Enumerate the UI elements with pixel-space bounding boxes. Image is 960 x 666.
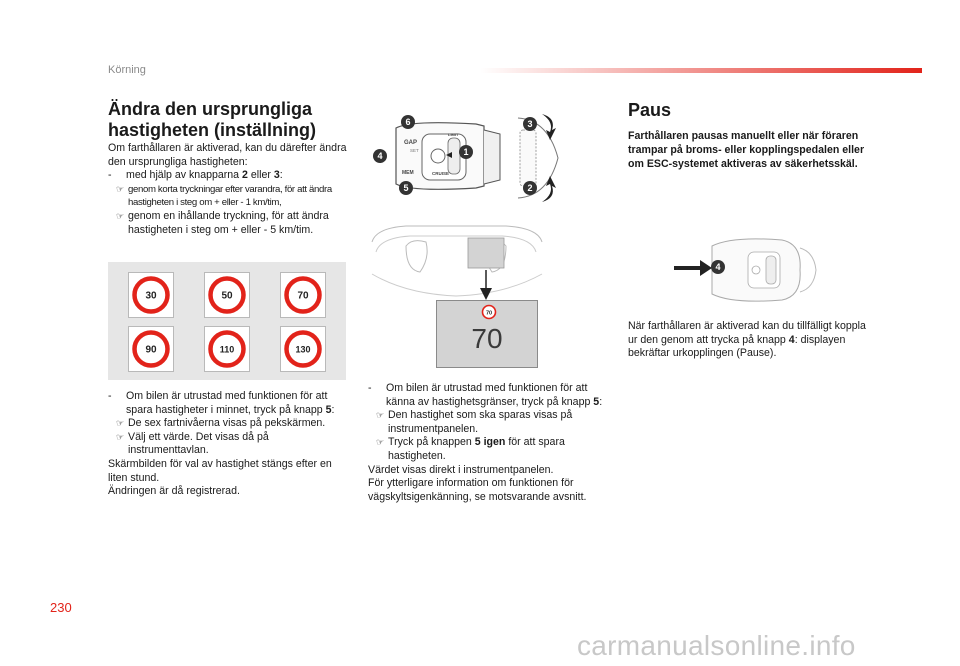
page-number: 230 (50, 600, 72, 615)
speed-sign-value: 70 (297, 290, 309, 302)
recognition-note-2: För ytterligare information om funktionen för vägskyltsigenkänning, se motsvarande avsnitt. (368, 477, 587, 503)
memory-note-1: Skärmbilden för val av hastighet stängs efter en liten stund. (108, 457, 332, 484)
pointing-hand-icon: ☞ (376, 437, 385, 448)
section-title-change-speed: Ändra den ursprungliga hastigheten (inställning) (108, 99, 317, 140)
speed-limit-sign-icon (129, 273, 173, 317)
pointing-hand-icon: ☞ (116, 431, 125, 442)
pause-text: När farthållaren är aktiverad kan du tillfälligt koppla ur den genom att trycka på knapp (628, 320, 866, 346)
bullet-dash: - (108, 390, 112, 402)
stalk-badge-4 (711, 260, 725, 274)
speed-limit-sign-icon (205, 327, 249, 371)
bullet-dash: - (108, 169, 112, 182)
pointing-hand-icon: ☞ (116, 210, 125, 221)
stalk-label-cruise: CRUISE (432, 171, 450, 176)
svg-text:5: 5 (403, 183, 409, 193)
bullet-text: med hjälp av knapparna (126, 169, 243, 182)
watermark: carmanualsonline.info (577, 630, 856, 661)
speed-sign-value: 30 (145, 290, 157, 302)
speed-limit-sign-icon (205, 273, 249, 317)
pointing-hand-icon: ☞ (116, 418, 125, 429)
bullet-dash: - (368, 382, 372, 394)
memory-speeds-block (108, 390, 348, 499)
memory-note-2: Ändringen är då registrerad. (108, 485, 240, 498)
stalk-label-mem: MEM (402, 170, 414, 176)
svg-text:4: 4 (715, 262, 721, 272)
speed-sign-card[interactable] (128, 326, 174, 372)
intro-text: Om farthållaren är aktiverad, kan du därefter ändra den ursprungliga hastigheten: (108, 142, 347, 168)
speed-sign-card[interactable] (128, 272, 174, 318)
recognition-sub-1 (368, 409, 608, 436)
speed-sign-card[interactable] (280, 326, 326, 372)
bullet-text-mid: eller (247, 169, 274, 182)
speed-sign-value: 130 (295, 344, 311, 355)
header-accent-bar (480, 68, 922, 73)
speed-sign-value: 50 (221, 290, 233, 302)
speed-limit-recognition-block (368, 382, 608, 504)
sub-item-text: genom korta tryckningar efter varandra, för att ändra hastigheten i steg om + eller - 1 km/tim, (128, 183, 332, 209)
speed-sign-card[interactable] (204, 326, 250, 372)
speed-sign-card[interactable] (204, 272, 250, 318)
speed-limit-sign-icon (281, 327, 325, 371)
bullet-buttons (108, 169, 348, 183)
stalk-label-gap: GAP (404, 140, 418, 146)
svg-text:2: 2 (527, 183, 533, 193)
button-ref-5: 5 (593, 395, 600, 408)
stalk-badge-2 (523, 181, 537, 195)
pause-description: Farthållaren pausas manuellt eller när föraren trampar på broms- eller kopplingspedalen eller om ESC-systemet aktiveras av säkerhetsskäl. (628, 130, 865, 170)
recognition-item-text: Om bilen är utrustad med funktionen för att känna av hastighetsgränser, tryck på knapp (386, 382, 594, 408)
pointing-hand-icon: ☞ (116, 183, 124, 194)
stalk-label-set: SET (410, 148, 419, 153)
speed-sign-value: 110 (219, 344, 235, 355)
sub-item-short-press (108, 183, 348, 210)
recognition-sub-2 (368, 436, 608, 463)
speed-display-panel (436, 300, 538, 368)
memory-item-text: Om bilen är utrustad med funktionen för att spara hastigheter i minnet, tryck på knapp (126, 390, 328, 416)
svg-text:6: 6 (405, 117, 411, 127)
sub-item-text: genom en ihållande tryckning, för att ändra hastigheten i steg om + eller - 5 km/tim. (128, 209, 329, 236)
stalk-badge-6 (401, 115, 415, 129)
memory-sub-1 (108, 417, 348, 431)
stalk-badge-4 (373, 149, 387, 163)
instrument-panel-illustration (366, 212, 546, 308)
svg-text:4: 4 (377, 151, 383, 161)
cruise-control-stalk-illustration (366, 108, 576, 206)
recognition-note-1: Värdet visas direkt i instrumentpanelen. (368, 463, 554, 476)
memory-sub-2 (108, 431, 348, 458)
speed-signs-panel (108, 262, 346, 380)
section-label: Körning (108, 64, 146, 76)
display-sign-value: 70 (485, 310, 493, 317)
memory-sub-text: De sex fartnivåerna visas på pekskärmen. (128, 417, 326, 430)
stalk-badge-5 (399, 181, 413, 195)
recognition-sub-text: Den hastighet som ska sparas visas på instrumentpanelen. (388, 409, 573, 435)
memory-item-colon: : (331, 403, 335, 416)
button-ref-5-again: 5 igen (474, 436, 506, 449)
pause-stalk-illustration (672, 228, 820, 312)
speed-limit-sign-icon (281, 273, 325, 317)
memory-sub-text: Välj ett värde. Det visas då på instrumenttavlan. (128, 430, 269, 457)
speed-sign-value: 90 (145, 344, 157, 356)
bullet-colon: : (279, 169, 283, 182)
memory-item (108, 390, 348, 417)
button-ref-3: 3 (273, 169, 280, 182)
section-title-pause: Paus (628, 100, 672, 120)
recognition-item-colon: : (599, 395, 603, 408)
recognition-sub-text: Tryck på knappen (388, 436, 475, 449)
button-ref-4: 4 (788, 333, 795, 346)
svg-text:1: 1 (463, 147, 469, 157)
svg-text:3: 3 (527, 119, 533, 129)
button-ref-2: 2 (242, 169, 248, 182)
pause-instructions (628, 320, 868, 361)
recognition-item (368, 382, 608, 409)
display-speed-value: 70 (471, 323, 503, 354)
intro-block (108, 142, 348, 237)
stalk-badge-3 (523, 117, 537, 131)
speed-sign-card[interactable] (280, 272, 326, 318)
speed-limit-sign-icon (129, 327, 173, 371)
pause-text-end: : displayen bekräftar urkopplingen (Pause). (628, 333, 846, 360)
sub-item-long-press (108, 210, 348, 237)
button-ref-5: 5 (325, 403, 332, 416)
stalk-badge-1 (459, 145, 473, 159)
pointing-hand-icon: ☞ (376, 410, 385, 421)
stalk-label-limit: LIMIT (448, 132, 459, 137)
recognition-sub-text-end: för att spara hastigheten. (388, 436, 565, 462)
speed-limit-sign-icon (481, 304, 497, 320)
